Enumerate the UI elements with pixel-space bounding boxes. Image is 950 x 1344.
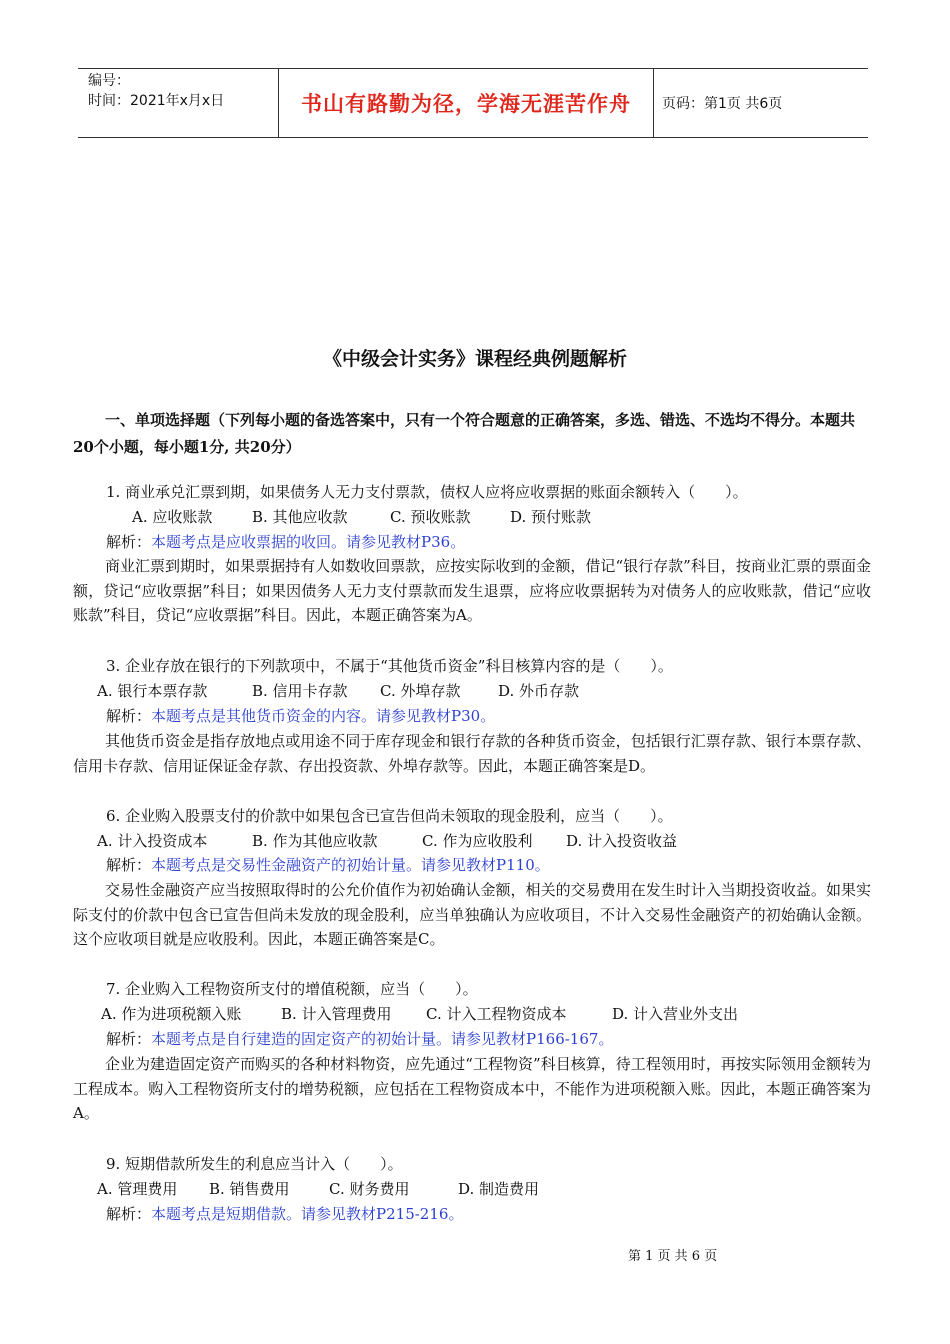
analysis-line	[106, 704, 495, 728]
section-heading: 一、单项选择题（下列每小题的备选答案中，只有一个符合题意的正确答案，多选、错选、不选均不得分。本题共20个小题，每小题1分, 共20分）	[73, 411, 856, 456]
option: D. 计入投资收益	[566, 832, 678, 850]
time-label: 时间：2021年x月x日	[88, 93, 225, 109]
number-label: 编号：	[88, 73, 130, 89]
question-stem: 1. 商业承兑汇票到期，如果债务人无力支付票款，债权人应将应收票据的账面余额转入（ ）。	[106, 483, 748, 501]
analysis-reference: 本题考点是自行建造的固定资产的初始计量。请参见教材P166-167。	[151, 1030, 614, 1048]
option: A. 银行本票存款	[97, 682, 208, 700]
question-stem: 9. 短期借款所发生的利息应当计入（ ）。	[106, 1155, 403, 1173]
page-header	[78, 68, 868, 138]
header-motto: 书山有路勤为径，学海无涯苦作舟	[278, 69, 654, 137]
option: B. 信用卡存款	[252, 682, 348, 700]
question-options	[97, 829, 677, 853]
page-footer: 第 1 页 共 6 页	[628, 1249, 718, 1264]
analysis-label: 解析：	[106, 533, 152, 551]
option: A. 应收账款	[132, 508, 213, 526]
analysis-line	[106, 530, 465, 554]
analysis-label: 解析：	[106, 1205, 152, 1223]
option: A. 管理费用	[97, 1180, 178, 1198]
analysis-line	[106, 1027, 613, 1051]
explanation: 其他货币资金是指存放地点或用途不同于库存现金和银行存款的各种货币资金，包括银行汇票存款、银行本票存款、信用卡存款、信用证保证金存款、存出投资款、外埠存款等。因此，本题正确答案是D。	[73, 732, 871, 775]
question-stem: 6. 企业购入股票支付的价款中如果包含已宣告但尚未领取的现金股利，应当（ ）。	[106, 807, 673, 825]
analysis-reference: 本题考点是交易性金融资产的初始计量。请参见教材P110。	[151, 856, 550, 874]
option: B. 作为其他应收款	[252, 832, 378, 850]
question-stem: 3. 企业存放在银行的下列款项中，不属于“其他货币资金”科目核算内容的是（ ）。	[106, 657, 673, 675]
explanation: 商业汇票到期时，如果票据持有人如数收回票款，应按实际收到的金额，借记“银行存款”科目，按商业汇票的票面金额，贷记“应收票据”科目；如果因债务人无力支付票款而发生退票，应将应收票据转为对债务人的应收账款，借记“应收账款”科目，贷记“应收票据”科目。因此，本题正确答案为A。	[73, 557, 871, 624]
analysis-line	[106, 853, 550, 877]
question-options	[97, 1177, 539, 1201]
analysis-reference: 本题考点是其他货币资金的内容。请参见教材P30。	[151, 707, 496, 725]
header-left	[78, 69, 278, 137]
option: A. 作为进项税额入账	[101, 1005, 242, 1023]
question-options	[97, 679, 579, 703]
option: B. 计入管理费用	[281, 1005, 392, 1023]
explanation: 企业为建造固定资产而购买的各种材料物资，应先通过“工程物资”科目核算，待工程领用时，再按实际领用金额转为工程成本。购入工程物资所支付的增势税额，应包括在工程物资成本中，不能作为进项税额入账。因此，本题正确答案为A。	[73, 1055, 871, 1122]
header-page-label: 页码：第1页 共6页	[662, 96, 783, 112]
analysis-reference: 本题考点是短期借款。请参见教材P215-216。	[151, 1205, 464, 1223]
analysis-line	[106, 1202, 463, 1226]
option: C. 计入工程物资成本	[426, 1005, 567, 1023]
option: D. 制造费用	[458, 1180, 540, 1198]
option: B. 其他应收款	[252, 508, 348, 526]
document-title: 《中级会计实务》课程经典例题解析	[322, 348, 627, 370]
option: A. 计入投资成本	[97, 832, 208, 850]
option: C. 财务费用	[329, 1180, 410, 1198]
question-options	[132, 505, 591, 529]
analysis-label: 解析：	[106, 707, 152, 725]
analysis-reference: 本题考点是应收票据的收回。请参见教材P36。	[151, 533, 466, 551]
option: C. 外埠存款	[380, 682, 461, 700]
option: C. 预收账款	[390, 508, 471, 526]
analysis-label: 解析：	[106, 856, 152, 874]
analysis-label: 解析：	[106, 1030, 152, 1048]
option: D. 预付账款	[510, 508, 592, 526]
question-stem: 7. 企业购入工程物资所支付的增值税额，应当（ ）。	[106, 980, 478, 998]
option: B. 销售费用	[209, 1180, 290, 1198]
option: C. 作为应收股利	[422, 832, 533, 850]
question-options	[101, 1002, 738, 1026]
option: D. 外币存款	[498, 682, 580, 700]
explanation: 交易性金融资产应当按照取得时的公允价值作为初始确认金额，相关的交易费用在发生时计入当期投资收益。如果实际支付的价款中包含已宣告但尚未发放的现金股利，应当单独确认为应收项目，不计入交易性金融资产的初始确认金额。这个应收项目就是应收股利。因此，本题正确答案是C。	[73, 881, 871, 948]
option: D. 计入营业外支出	[612, 1005, 739, 1023]
